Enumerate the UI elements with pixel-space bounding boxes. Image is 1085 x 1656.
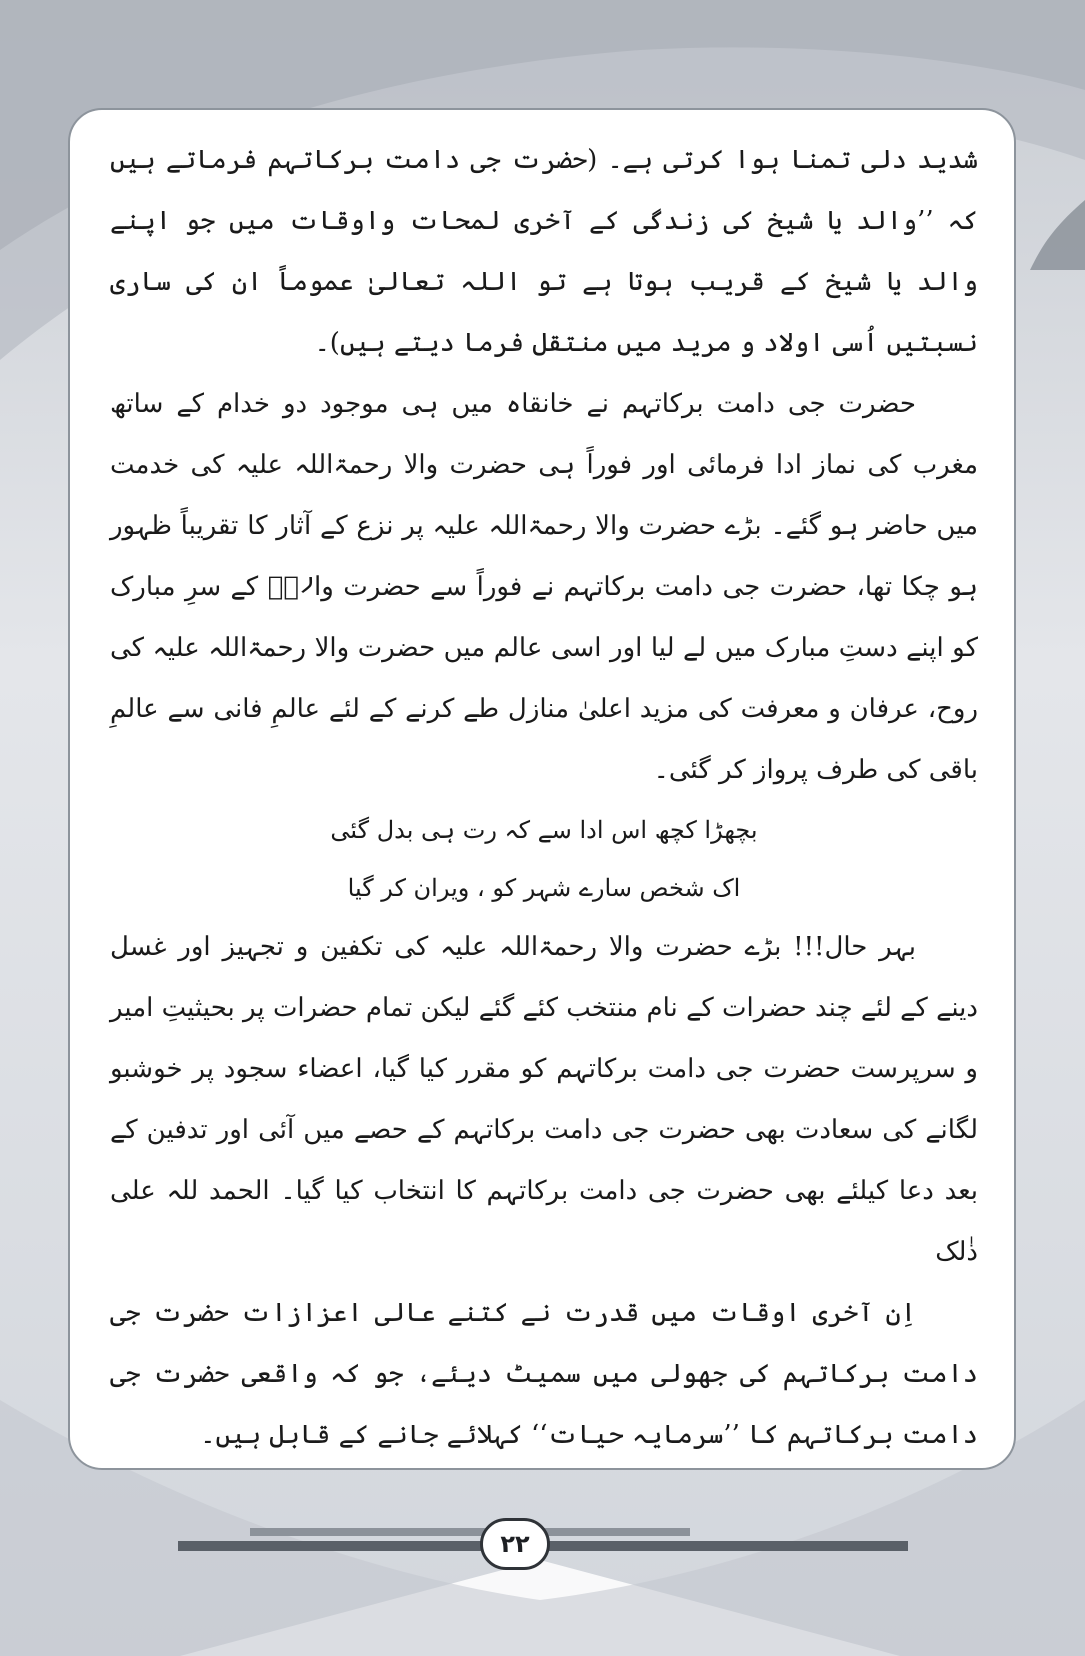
text-panel	[68, 108, 1016, 1470]
example-label	[110, 1466, 978, 1470]
verse-line: بچھڑا کچھ اس ادا سے کہ رت ہی بدل گئی	[330, 816, 758, 844]
footer-accent-bar	[250, 1528, 690, 1536]
page-body	[110, 130, 978, 1470]
paragraph: اِن آخری اوقات میں قدرت نے کتنے عالی اعزازات حضرت جی دامت برکاتہم کی جھولی میں سمیٹ دیئے، جو کہ واقعی حضرت جی دامت برکاتہم کا ’’سرمایہ حیات‘‘ کہلائے جانے کے قابل ہیں۔	[110, 1298, 978, 1450]
verse-line: اک شخص سارے شہر کو ، ویران کر گیا	[347, 874, 741, 902]
page-number: ۲۲	[480, 1518, 550, 1570]
paragraph: حضرت جی دامت برکاتہم نے خانقاہ میں ہی موجود دو خدام کے ساتھ مغرب کی نماز ادا فرمائی اور فوراً ہی حضرت والا رحمۃاللہ علیہ کی خدمت میں حاضر ہو گئے۔ بڑے حضرت والا رحمۃاللہ علیہ پر نزع کے آثار کا تقریباً ظہور ہو چکا تھا، حضرت جی دامت برکاتہم نے فوراً سے حضرت والاؒ کے سرِ مبارک کو اپنے دستِ مبارک میں لے لیا اور اسی عالم میں حضرت والا رحمۃاللہ علیہ کی روح، عرفان و معرفت کی مزید اعلیٰ منازل طے کرنے کے لئے عالمِ فانی سے عالمِ باقی کی طرف پرواز کر گئی۔	[110, 389, 978, 785]
paragraph: شدید دلی تمنا ہوا کرتی ہے۔ (حضرت جی دامت برکاتہم فرماتے ہیں کہ ’’والد یا شیخ کی زندگی کے آخری لمحات واوقات میں جو اپنے والد یا شیخ کے قریب ہوتا ہے تو اللہ تعالیٰ عموماً ان کی ساری نسبتیں اُسی اولاد و مرید میں منتقل فرما دیتے ہیں)۔	[110, 145, 978, 358]
paragraph: بہر حال!!! بڑے حضرت والا رحمۃاللہ علیہ کی تکفین و تجہیز اور غسل دینے کے لئے چند حضرات کے نام منتخب کئے گئے لیکن تمام حضرات پر بحیثیتِ امیر و سرپرست حضرت جی دامت برکاتہم کو مقرر کیا گیا، اعضاء سجود پر خوشبو لگانے کی سعادت بھی حضرت جی دامت برکاتہم کے حصے میں آئی اور تدفین کے بعد دعا کیلئے بھی حضرت جی دامت برکاتہم کا انتخاب کیا گیا۔ الحمد للہ علی ذٰلک	[110, 932, 978, 1267]
